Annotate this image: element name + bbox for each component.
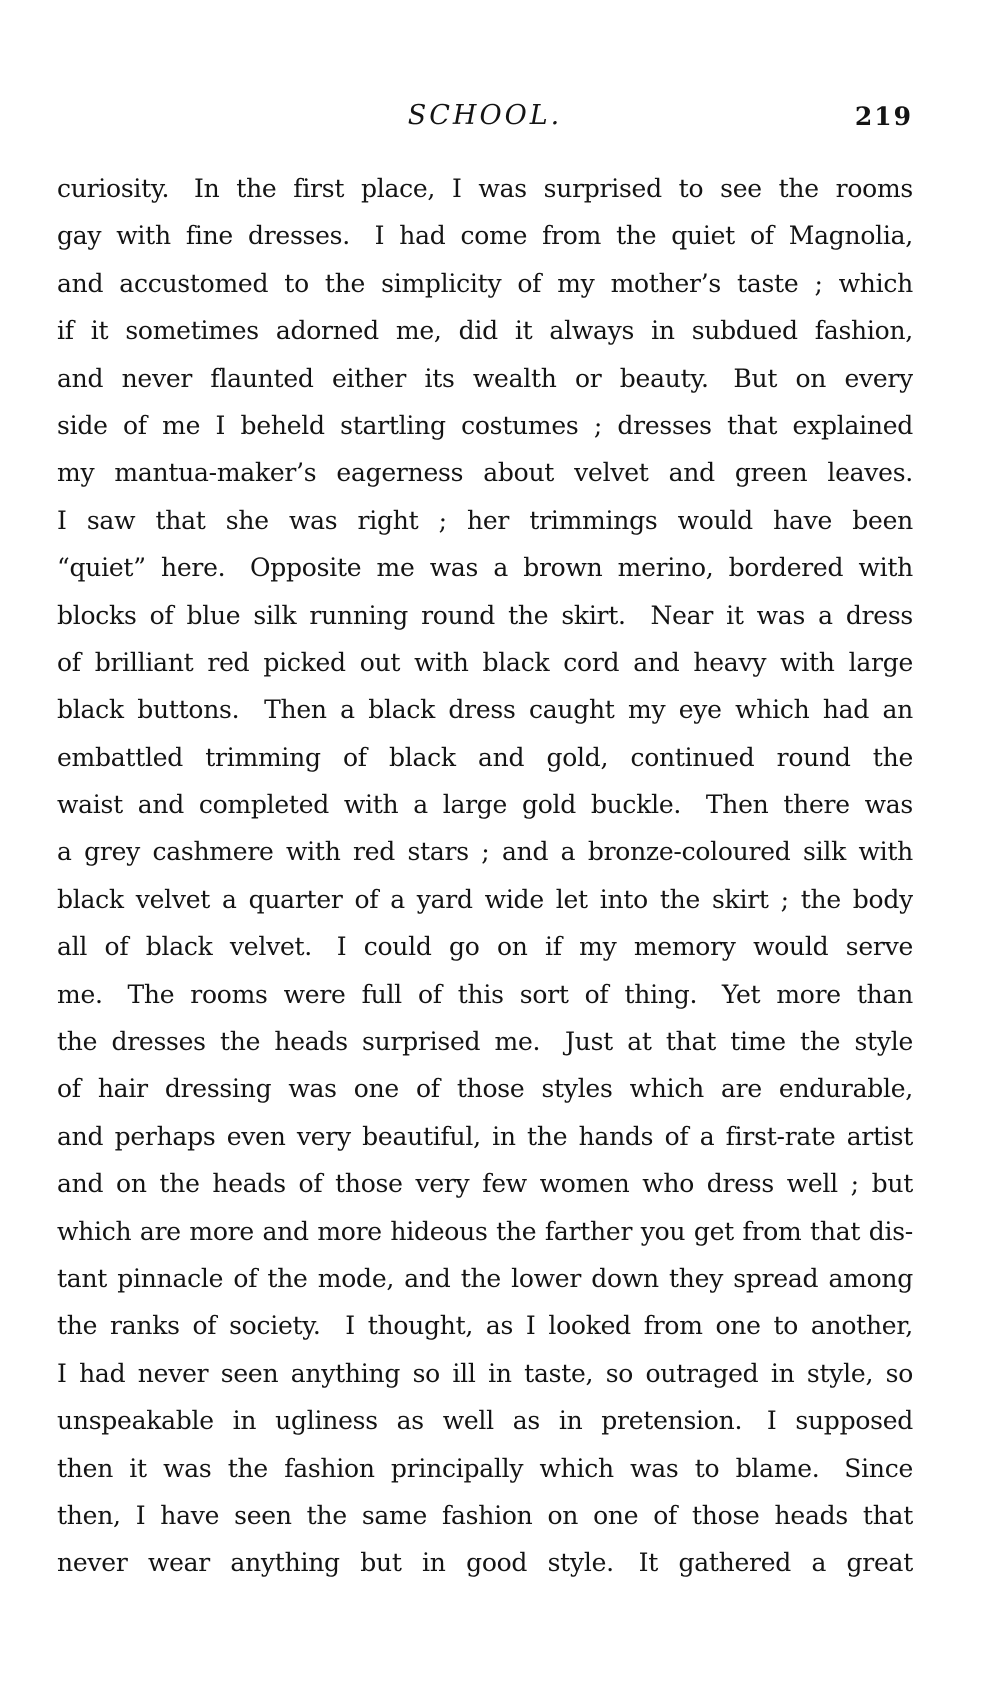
text-line: never wear anything but in good style. It gathered a great xyxy=(57,1548,913,1578)
text-line: black velvet a quarter of a yard wide let into the skirt ; the body xyxy=(57,884,913,914)
text-line: curiosity. In the first place, I was surprised to see the rooms xyxy=(57,174,913,203)
text-line: of hair dressing was one of those styles which are endurable, xyxy=(57,1074,913,1104)
text-line: and perhaps even very beautiful, in the hands of a first-rate artist xyxy=(57,1121,913,1151)
running-title: SCHOOL. xyxy=(407,100,563,131)
text-line: of brilliant red picked out with black cord and heavy with large xyxy=(57,647,913,677)
text-line: unspeakable in ugliness as well as in pretension. I supposed xyxy=(57,1406,913,1436)
text-line: gay with fine dresses. I had come from the quiet of Magnolia, xyxy=(57,221,913,251)
text-line: then it was the fashion principally which was to blame. Since xyxy=(57,1453,913,1483)
text-line: black buttons. Then a black dress caught my eye which had an xyxy=(57,695,913,725)
text-line: I had never seen anything so ill in taste, so outraged in style, so xyxy=(57,1358,913,1388)
text-line: the ranks of society. I thought, as I looked from one to another, xyxy=(57,1311,913,1341)
text-line: waist and completed with a large gold buckle. Then there was xyxy=(57,790,913,820)
text-line: and never flaunted either its wealth or beauty. But on every xyxy=(57,363,913,393)
text-line: the dresses the heads surprised me. Just at that time the style xyxy=(57,1027,913,1057)
body-text xyxy=(57,165,913,1587)
text-line: side of me I beheld startling costumes ; dresses that explained xyxy=(57,410,913,440)
text-line: embattled trimming of black and gold, continued round the xyxy=(57,742,913,772)
text-line: a grey cashmere with red stars ; and a bronze-coloured silk with xyxy=(57,837,913,867)
text-line: blocks of blue silk running round the skirt. Near it was a dress xyxy=(57,600,913,630)
text-line: my mantua-maker’s eagerness about velvet and green leaves. xyxy=(57,458,913,488)
text-line: tant pinnacle of the mode, and the lower down they spread among xyxy=(57,1263,913,1293)
text-line: which are more and more hideous the farther you get from that dis- xyxy=(57,1216,913,1246)
text-line: if it sometimes adorned me, did it always in subdued fashion, xyxy=(57,316,913,346)
text-line: me. The rooms were full of this sort of thing. Yet more than xyxy=(57,979,913,1009)
text-line: and on the heads of those very few women who dress well ; but xyxy=(57,1169,913,1199)
page-header xyxy=(57,100,913,140)
page-number: 219 xyxy=(854,102,913,131)
text-line: I saw that she was right ; her trimmings would have been xyxy=(57,505,913,535)
text-line: then, I have seen the same fashion on one of those heads that xyxy=(57,1500,913,1530)
text-line: all of black velvet. I could go on if my memory would serve xyxy=(57,932,913,962)
text-line: “quiet” here. Opposite me was a brown merino, bordered with xyxy=(57,553,913,583)
text-line: and accustomed to the simplicity of my mother’s taste ; which xyxy=(57,268,913,298)
